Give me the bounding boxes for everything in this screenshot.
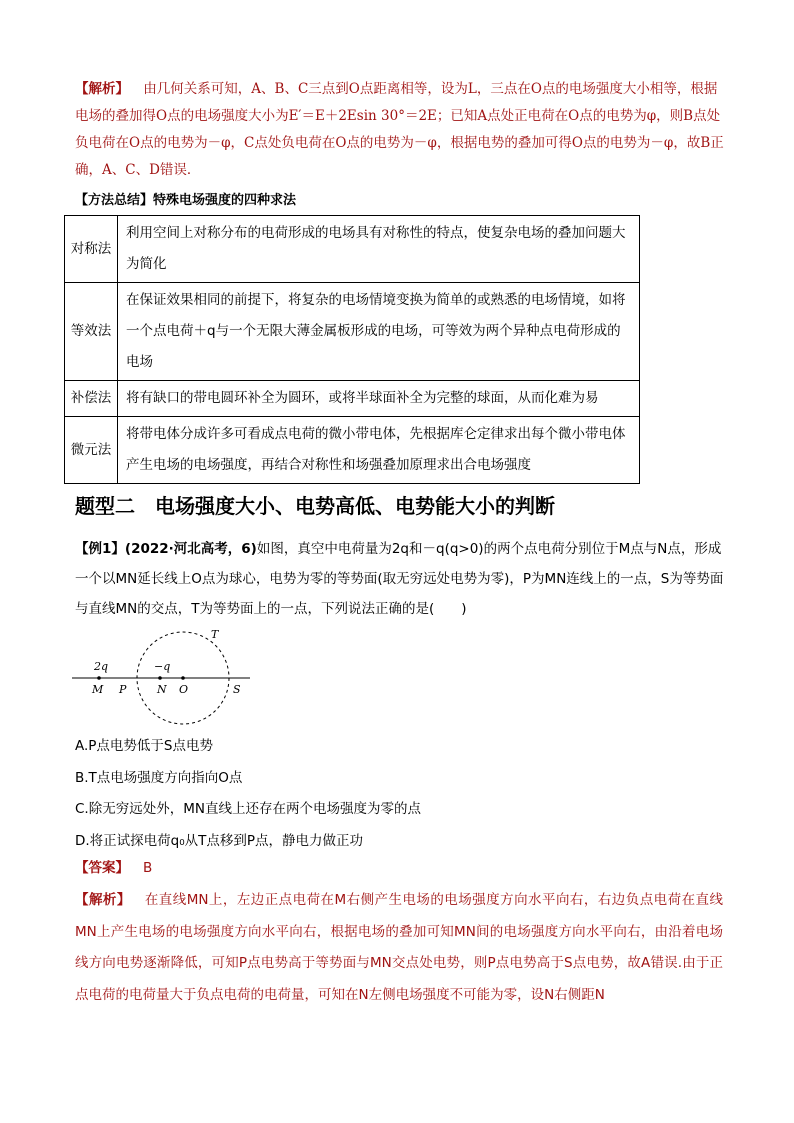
method-name: 补偿法 — [65, 381, 118, 417]
method-desc: 利用空间上对称分布的电荷形成的电场具有对称性的特点，使复杂电场的叠加问题大为简化 — [118, 216, 640, 283]
example-stem: 如图，真空中电荷量为2q和－q(q>0)的两个点电荷分别位于M点与N点，形成一个以MN延长线上O点为球心，电势为零的等势面(取无穷远处电势为零)，P为MN连线上的一点，S为等势面与直线MN的交点，T为等势面上的一点，下列说法正确的是( ) — [75, 541, 724, 617]
point-n-label: N — [157, 683, 167, 696]
option-d: D.将正试探电荷q₀从T点移到P点，静电力做正功 — [75, 832, 364, 849]
table-row — [65, 381, 640, 417]
charge-n-label: −q — [154, 660, 171, 673]
analysis-paragraph-1 — [75, 76, 725, 184]
option-b: B.T点电场强度方向指向O点 — [75, 769, 243, 786]
point-m-label: M — [92, 683, 104, 696]
point-o-label: O — [179, 683, 189, 696]
table-row — [65, 216, 640, 283]
answer-line — [75, 856, 152, 876]
option-c: C.除无穷远处外，MN直线上还存在两个电场强度为零的点 — [75, 801, 421, 817]
charge-m-label: 2q — [94, 660, 109, 673]
method-name: 微元法 — [65, 417, 118, 484]
method-desc: 在保证效果相同的前提下，将复杂的电场情境变换为简单的或熟悉的电场情境，如将一个点电荷＋q与一个无限大薄金属板形成的电场，可等效为两个异种点电荷形成的电场 — [118, 283, 640, 381]
answer-tag: 【答案】 — [75, 860, 129, 876]
method-name: 等效法 — [65, 283, 118, 381]
option-a: A.P点电势低于S点电势 — [75, 738, 213, 754]
point-n-dot — [158, 676, 162, 680]
method-table — [64, 215, 640, 484]
table-row — [65, 417, 640, 484]
example-source: (2022·河北高考，6) — [124, 541, 257, 557]
equipotential-figure — [60, 620, 260, 730]
method-desc: 将有缺口的带电圆环补全为圆环，或将半球面补全为完整的球面，从而化难为易 — [118, 381, 640, 417]
method-summary-title: 【方法总结】特殊电场强度的四种求法 — [75, 193, 297, 208]
analysis-tag: 【解析】 — [75, 81, 129, 97]
method-desc: 将带电体分成许多可看成点电荷的微小带电体，先根据库仑定律求出每个微小带电体产生电场的电场强度，再结合对称性和场强叠加原理求出合电场强度 — [118, 417, 640, 484]
table-row — [65, 283, 640, 381]
answer-value: B — [143, 860, 153, 876]
options-list — [75, 731, 421, 857]
method-name: 对称法 — [65, 216, 118, 283]
section-title: 题型二 电场强度大小、电势高低、电势能大小的判断 — [75, 494, 555, 518]
analysis-tag: 【解析】 — [75, 892, 131, 908]
point-o-dot — [181, 676, 185, 680]
example-label: 【例1】 — [75, 541, 125, 557]
example-question — [75, 534, 725, 624]
analysis-text: 在直线MN上，左边正点电荷在M右侧产生电场的电场强度方向水平向右，右边负点电荷在直线MN上产生电场的电场强度方向水平向右，根据电场的叠加可知MN间的电场强度方向水平向右，由沿着电场线方向电势逐渐降低，可知P点电势高于等势面与MN交点处电势，则P点电势高于S点电势，故A错误.由于正点电荷的电荷量大于负点电荷的电荷量，可知在N左侧电场强度不可能为零，设N右侧距N — [75, 892, 723, 1003]
point-t-label: T — [211, 628, 219, 641]
point-s-label: S — [233, 683, 241, 696]
analysis-paragraph-2 — [75, 885, 723, 1011]
analysis-text: 由几何关系可知，A、B、C三点到O点距离相等，设为L，三点在O点的电场强度大小相等，根据电场的叠加得O点的电场强度大小为E′＝E＋2Esin 30°＝2E；已知A点处正电荷在O点的电势为φ，则B点处负电荷在O点的电势为－φ，C点处负电荷在O点的电势为－φ，根据电势的叠加可得O点的电势为－φ，故B正确，A、C、D错误． — [75, 81, 724, 178]
point-m-dot — [97, 676, 101, 680]
point-p-label: P — [119, 683, 127, 696]
